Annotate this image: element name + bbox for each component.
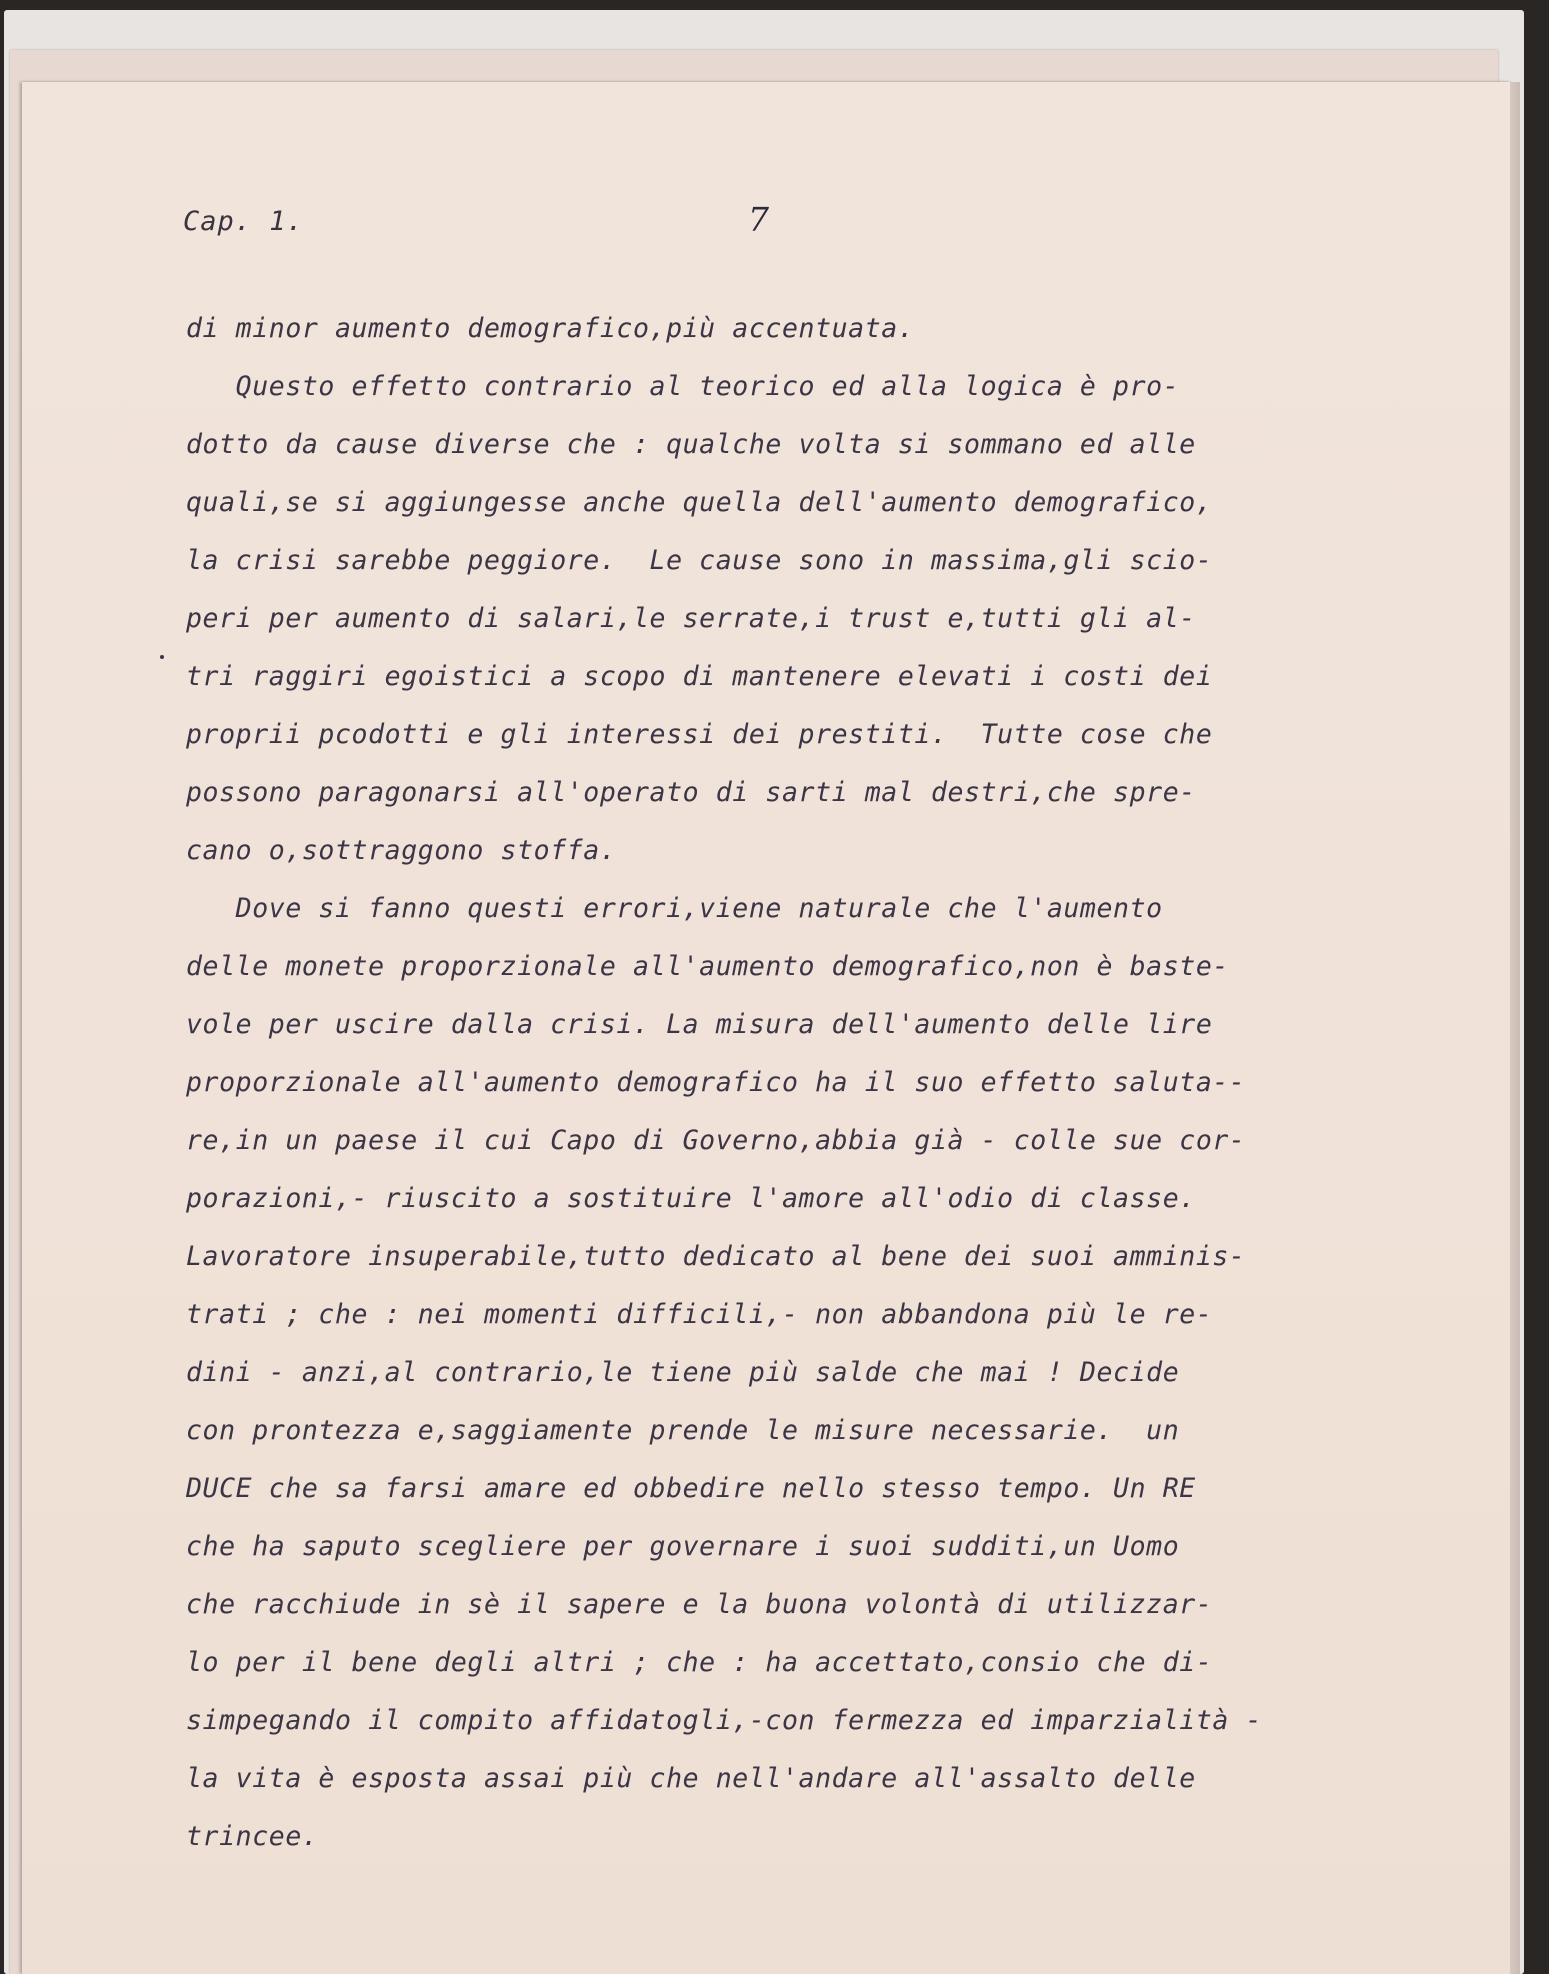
text-line: la crisi sarebbe peggiore. Le cause sono in massima,gli scio- xyxy=(186,545,1213,576)
text-line: possono paragonarsi all'operato di sarti mal destri,che spre- xyxy=(186,777,1196,808)
text-line: trati ; che : nei momenti difficili,- non abbandona più le re- xyxy=(186,1299,1213,1330)
text-line: proprii pcodotti e gli interessi dei prestiti. Tutte cose che xyxy=(186,719,1213,750)
page-header xyxy=(183,200,1283,246)
text-line: che racchiude in sè il sapere e la buona volontà di utilizzar- xyxy=(186,1589,1213,1620)
text-line: trincee. xyxy=(186,1821,319,1852)
text-line: simpegando il compito affidatogli,-con fermezza ed imparzialità - xyxy=(186,1705,1263,1736)
text-line: quali,se si aggiungesse anche quella dell'aumento demografico, xyxy=(186,487,1213,518)
text-line: tri raggiri egoistici a scopo di mantenere elevati i costi dei xyxy=(186,661,1213,692)
text-line: dotto da cause diverse che : qualche volta si sommano ed alle xyxy=(186,429,1196,460)
text-line: porazioni,- riuscito a sostituire l'amore all'odio di classe. xyxy=(186,1183,1196,1214)
text-line: Questo effetto contrario al teorico ed alla logica è pro- xyxy=(186,371,1180,402)
chapter-label: Cap. 1. xyxy=(183,206,304,237)
text-line: la vita è esposta assai più che nell'andare all'assalto delle xyxy=(186,1763,1196,1794)
text-line: vole per uscire dalla crisi. La misura dell'aumento delle lire xyxy=(186,1009,1213,1040)
text-line: peri per aumento di salari,le serrate,i trust e,tutti gli al- xyxy=(186,603,1196,634)
text-line: DUCE che sa farsi amare ed obbedire nello stesso tempo. Un RE xyxy=(186,1473,1196,1504)
text-line: Lavoratore insuperabile,tutto dedicato al bene dei suoi amminis- xyxy=(186,1241,1246,1272)
text-line: lo per il bene degli altri ; che : ha accettato,consio che di- xyxy=(186,1647,1213,1678)
text-line: delle monete proporzionale all'aumento demografico,non è baste- xyxy=(186,951,1229,982)
ink-speck xyxy=(160,655,164,659)
text-line: re,in un paese il cui Capo di Governo,abbia già - colle sue cor- xyxy=(186,1125,1246,1156)
page-edge xyxy=(1510,82,1520,1974)
text-line: cano o,sottraggono stoffa. xyxy=(186,835,617,866)
text-line: con prontezza e,saggiamente prende le misure necessarie. un xyxy=(186,1415,1180,1446)
text-line: proporzionale all'aumento demografico ha il suo effetto saluta-- xyxy=(186,1067,1246,1098)
text-line: di minor aumento demografico,più accentuata. xyxy=(186,313,915,344)
page-number: 7 xyxy=(748,200,769,239)
text-line: dini - anzi,al contrario,le tiene più salde che mai ! Decide xyxy=(186,1357,1180,1388)
text-line: che ha saputo scegliere per governare i suoi sudditi,un Uomo xyxy=(186,1531,1180,1562)
text-line: Dove si fanno questi errori,viene naturale che l'aumento xyxy=(186,893,1163,924)
body-text xyxy=(186,300,1426,1866)
